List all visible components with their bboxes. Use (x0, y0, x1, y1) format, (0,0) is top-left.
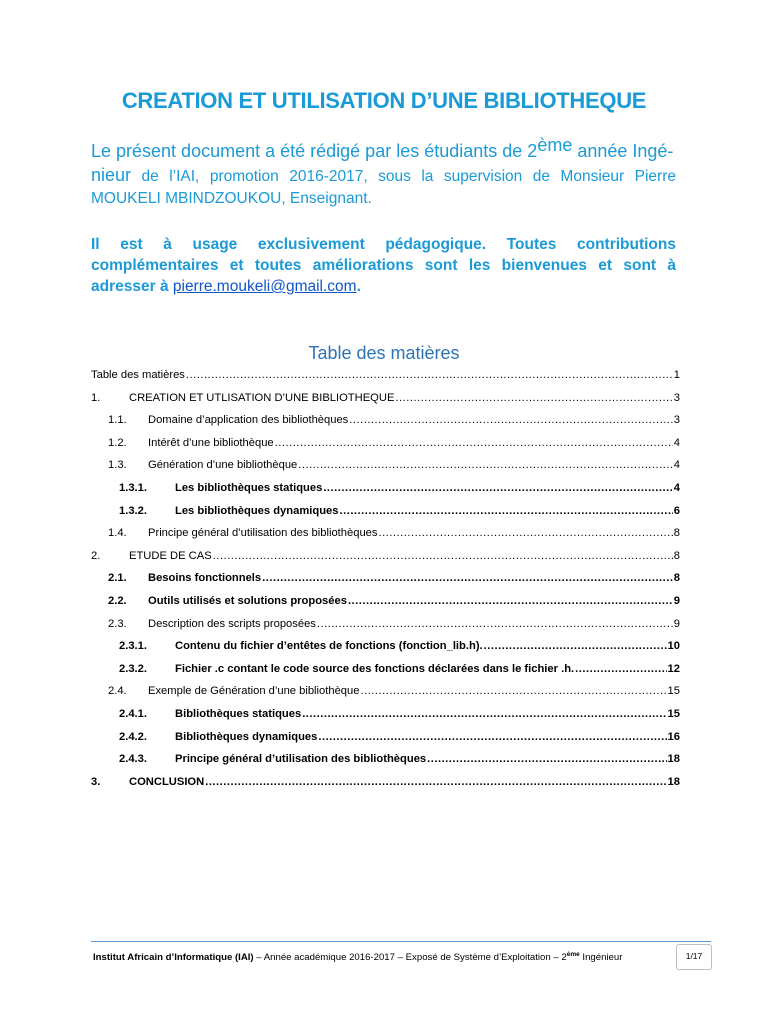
toc-entry-number: 2.4.2. (119, 730, 147, 743)
toc-entry[interactable] (91, 771, 680, 794)
toc-entry[interactable] (91, 432, 680, 455)
toc-entry-title: ETUDE DE CAS (129, 549, 212, 562)
toc-entry-page: 3 (673, 391, 680, 404)
toc-leader-dots (318, 726, 666, 749)
toc-entry[interactable] (91, 680, 680, 703)
toc-entry-page: 3 (673, 414, 680, 427)
footer-level: Ingénieur (579, 952, 623, 964)
toc-entry-number: 1.3.2. (119, 504, 147, 517)
toc-entry[interactable] (91, 613, 680, 636)
toc-entry-page: 4 (673, 481, 680, 494)
toc-entry-title: Intérêt d’une bibliothèque (148, 436, 274, 449)
toc-leader-dots (395, 387, 672, 410)
toc-entry-number: 1.4. (108, 527, 127, 540)
toc-entry[interactable] (91, 522, 680, 545)
page-number-badge: 1/17 (676, 944, 712, 970)
toc-leader-dots (340, 500, 673, 523)
toc-entry-number: 2.4.1. (119, 707, 147, 720)
toc-entry-title: Les bibliothèques dynamiques (175, 504, 339, 517)
toc-entry-title: Bibliothèques statiques (175, 707, 302, 720)
toc-entry[interactable] (91, 477, 680, 500)
toc-entry-number: 1.2. (108, 436, 127, 449)
toc-entry-number: 2.2. (108, 594, 127, 607)
usage-text: Il est à usage exclusivement pédagogique. Toutes contributions complémentaires et toutes améliorations sont les bienvenues et sont à adresser à (91, 236, 676, 295)
toc-title: Table des matières (308, 343, 460, 363)
toc-entry-number: 2.4.3. (119, 753, 147, 766)
toc-leader-dots (213, 545, 673, 568)
usage-end: . (356, 278, 361, 295)
toc-entry-title: Besoins fonctionnels (148, 572, 262, 585)
toc-leader-dots (360, 680, 666, 703)
toc-entry[interactable] (91, 703, 680, 726)
footer-divider (91, 941, 711, 942)
toc-entry-title: CREATION ET UTLISATION D’UNE BIBLIOTHEQUE (129, 391, 395, 404)
toc-leader-dots (484, 635, 667, 658)
toc-entry-number: 2.1. (108, 572, 127, 585)
toc-entry-page: 15 (667, 685, 680, 698)
toc-entry-page: 16 (667, 730, 680, 743)
toc-entry-title: Contenu du fichier d’entêtes de fonctions (fonction_lib.h). (175, 640, 483, 653)
toc-entry[interactable] (91, 545, 680, 568)
toc-entry[interactable] (91, 409, 680, 432)
footer-separator: – (394, 952, 406, 964)
page-footer (93, 951, 683, 963)
toc-entry[interactable] (91, 748, 680, 771)
toc-entry-page: 10 (667, 640, 680, 653)
toc-entry-number: 2.3.1. (119, 640, 147, 653)
toc-entry-number: 3. (91, 775, 101, 788)
toc-entry-page: 8 (673, 527, 680, 540)
toc-entry[interactable] (91, 500, 680, 523)
toc-entry-number: 2.3. (108, 617, 127, 630)
toc-leader-dots (348, 590, 673, 613)
intro-paragraph (91, 134, 676, 210)
toc-leader-dots (186, 364, 673, 387)
toc-leader-dots (323, 477, 672, 500)
toc-entry-title: Fichier .c contant le code source des fonctions déclarées dans le fichier .h. (175, 662, 575, 675)
toc-entry-page: 8 (673, 572, 680, 585)
toc-entry[interactable] (91, 567, 680, 590)
toc-entry-number: 1. (91, 391, 101, 404)
toc-entry[interactable] (91, 364, 680, 387)
toc-entry-number: 1.3.1. (119, 481, 147, 494)
toc-leader-dots (349, 409, 672, 432)
toc-leader-dots (262, 567, 673, 590)
toc-entry-page: 9 (673, 617, 680, 630)
toc-entry-page: 18 (667, 775, 680, 788)
toc-entry-page: 9 (673, 594, 680, 607)
toc-entry-title: Domaine d’application des bibliothèques (148, 414, 349, 427)
toc-entry-title: Outils utilisés et solutions proposées (148, 594, 347, 607)
toc-leader-dots (317, 613, 673, 636)
toc-entry-page: 4 (673, 436, 680, 449)
toc-entry-number: 2.4. (108, 685, 127, 698)
intro-superscript: ème (537, 135, 573, 155)
toc-entry-page: 1 (673, 369, 680, 381)
toc-leader-dots (298, 454, 672, 477)
footer-separator: – (253, 952, 264, 964)
toc-entry-page: 8 (673, 549, 680, 562)
intro-text-2: année Ingé- (572, 141, 674, 162)
toc-entry-page: 4 (673, 459, 680, 472)
usage-paragraph (91, 234, 676, 297)
intro-text-4: de l’IAI, promotion 2016-2017, sous la supervision de Monsieur Pierre MOUKELI MBINDZOUKOU, Enseignant. (91, 168, 676, 208)
table-of-contents (91, 364, 680, 793)
toc-entry-title: Principe général d’utilisation des bibliothèques (175, 753, 427, 766)
toc-entry[interactable] (91, 635, 680, 658)
toc-leader-dots (427, 748, 666, 771)
toc-entry-page: 18 (667, 753, 680, 766)
toc-entry-number: 2. (91, 549, 101, 562)
toc-entry-title: Exemple de Génération d’une bibliothèque (148, 685, 360, 698)
toc-entry-number: 1.3. (108, 459, 127, 472)
intro-text-1: Le présent document a été rédigé par les étudiants de 2 (91, 141, 538, 162)
toc-entry[interactable] (91, 590, 680, 613)
toc-entry[interactable] (91, 658, 680, 681)
toc-entry-title: Principe général d’utilisation des bibliothèques (148, 527, 378, 540)
toc-leader-dots (275, 432, 673, 455)
toc-entry-title: Génération d’une bibliothèque (148, 459, 298, 472)
toc-entry[interactable] (91, 454, 680, 477)
intro-text-3: nieur (91, 165, 132, 186)
toc-entry-title: Les bibliothèques statiques (175, 481, 323, 494)
footer-superscript: ème (566, 951, 580, 958)
toc-entry[interactable] (91, 387, 680, 410)
footer-course: Exposé de Système d’Exploitation – 2 (405, 952, 567, 964)
footer-institute: Institut Africain d’Informatique (IAI) (93, 952, 254, 964)
document-title: CREATION ET UTILISATION D’UNE BIBLIOTHEQUE (121, 88, 647, 113)
toc-entry-title: CONCLUSION (129, 775, 205, 788)
toc-entry-number: 1.1. (108, 414, 127, 427)
toc-entry-title: Bibliothèques dynamiques (175, 730, 318, 743)
toc-entry-number: 2.3.2. (119, 662, 147, 675)
toc-entry-title: Table des matières (91, 369, 185, 381)
email-link[interactable]: pierre.moukeli@gmail.com (172, 278, 357, 295)
toc-entry-page: 6 (673, 504, 680, 517)
toc-entry[interactable] (91, 726, 680, 749)
toc-entry-page: 15 (667, 707, 680, 720)
toc-leader-dots (302, 703, 666, 726)
toc-leader-dots (205, 771, 666, 794)
footer-year: Année académique 2016-2017 (263, 952, 395, 964)
toc-leader-dots (575, 658, 666, 681)
toc-leader-dots (379, 522, 673, 545)
toc-entry-title: Description des scripts proposées (148, 617, 316, 630)
toc-entry-page: 12 (667, 662, 680, 675)
